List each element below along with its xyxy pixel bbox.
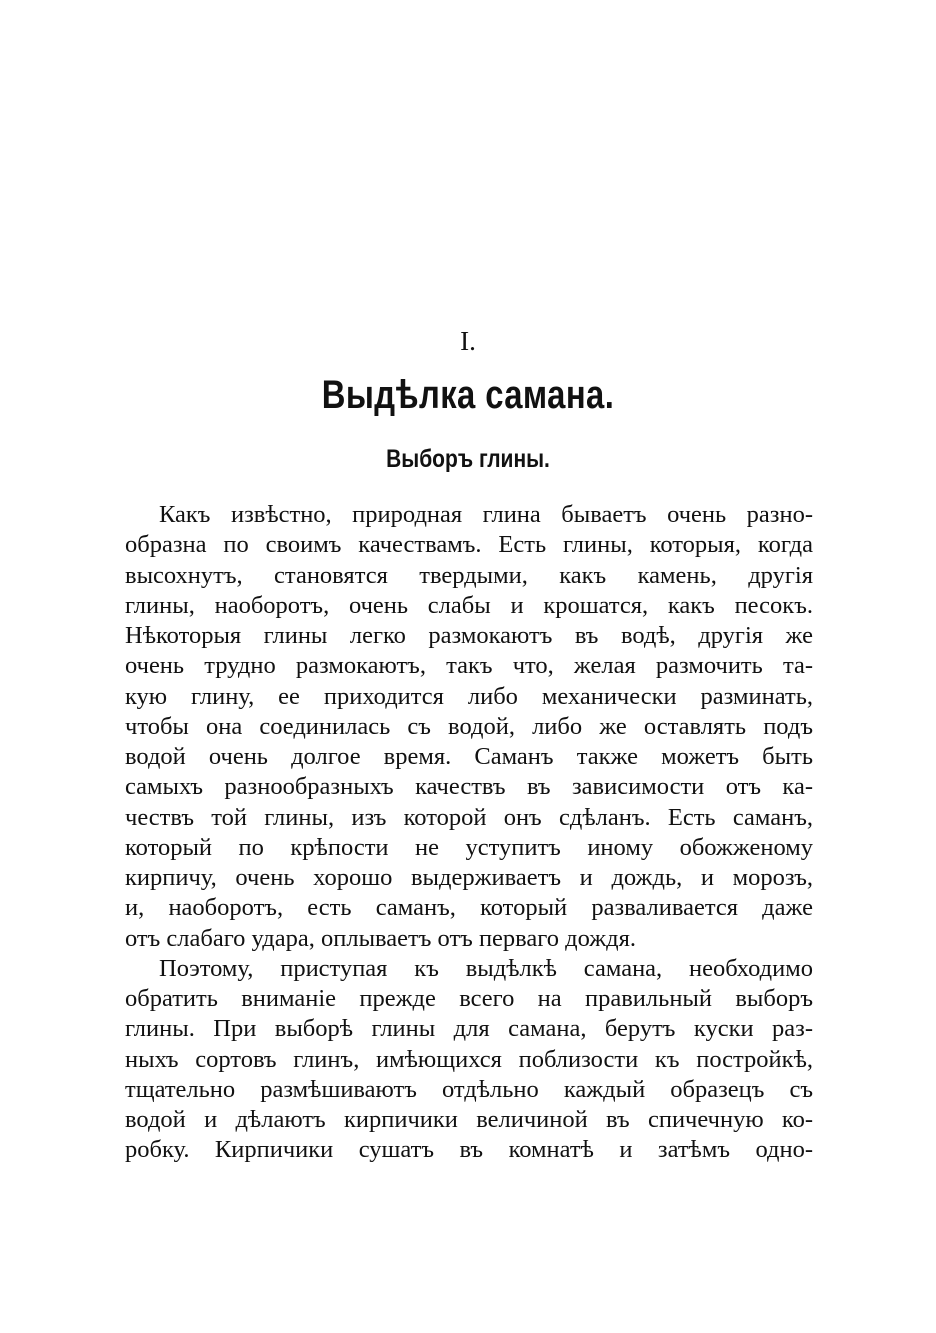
text-line: Поэтому, приступая къ выдѣлкѣ самана, необходимо bbox=[159, 954, 813, 982]
chapter-number: I. bbox=[460, 326, 476, 356]
text-line: тщательно размѣшиваютъ отдѣльно каждый образецъ съ bbox=[125, 1075, 813, 1103]
text-line: ныхъ сортовъ глинъ, имѣющихся поблизости къ постройкѣ, bbox=[125, 1045, 813, 1073]
section-title: Выборъ глины. bbox=[386, 445, 550, 473]
text-line: самыхъ разнообразныхъ качествъ въ зависимости отъ ка- bbox=[125, 773, 813, 801]
text-line: чествъ той глины, изъ которой онъ сдѣланъ. Есть саманъ, bbox=[125, 803, 813, 831]
text-line: кирпичу, очень хорошо выдерживаетъ и дождь, и морозъ, bbox=[125, 864, 813, 891]
text-line: чтобы она соединилась съ водой, либо же оставлять подъ bbox=[125, 712, 813, 740]
text-line: обратить вниманіе прежде всего на правильный выборъ bbox=[125, 985, 813, 1012]
text-line: глины. При выборѣ глины для самана, берутъ куски раз- bbox=[125, 1015, 813, 1043]
text-line: отъ слабаго удара, оплываетъ отъ перваго дождя. bbox=[125, 924, 637, 952]
text-line: Какъ извѣстно, природная глина бываетъ очень разно- bbox=[159, 501, 813, 528]
text-line: кую глину, ее приходится либо механически разминать, bbox=[125, 682, 813, 710]
text-line: глины, наоборотъ, очень слабы и крошатся, какъ песокъ. bbox=[125, 591, 813, 619]
text-line: образна по своимъ качествамъ. Есть глины, которыя, когда bbox=[125, 531, 813, 559]
text-line: очень трудно размокаютъ, такъ что, желая размочить та- bbox=[125, 652, 813, 680]
chapter-title: Выдѣлка самана. bbox=[321, 373, 615, 417]
text-line: Нѣкоторыя глины легко размокаютъ въ водѣ, другія же bbox=[125, 622, 813, 649]
text-line: водой очень долгое время. Саманъ также можетъ быть bbox=[125, 743, 813, 770]
text-line: робку. Кирпичики сушатъ въ комнатѣ и затѣмъ одно- bbox=[125, 1136, 813, 1164]
text-line: и, наоборотъ, есть саманъ, который разваливается даже bbox=[125, 894, 813, 922]
text-line: который по крѣпости не уступитъ иному обожженому bbox=[125, 833, 813, 861]
text-line: высохнутъ, становятся твердыми, какъ камень, другія bbox=[125, 561, 813, 589]
body-text bbox=[125, 500, 813, 1166]
text-line: водой и дѣлаютъ кирпичики величиной въ спичечную ко- bbox=[125, 1106, 813, 1133]
